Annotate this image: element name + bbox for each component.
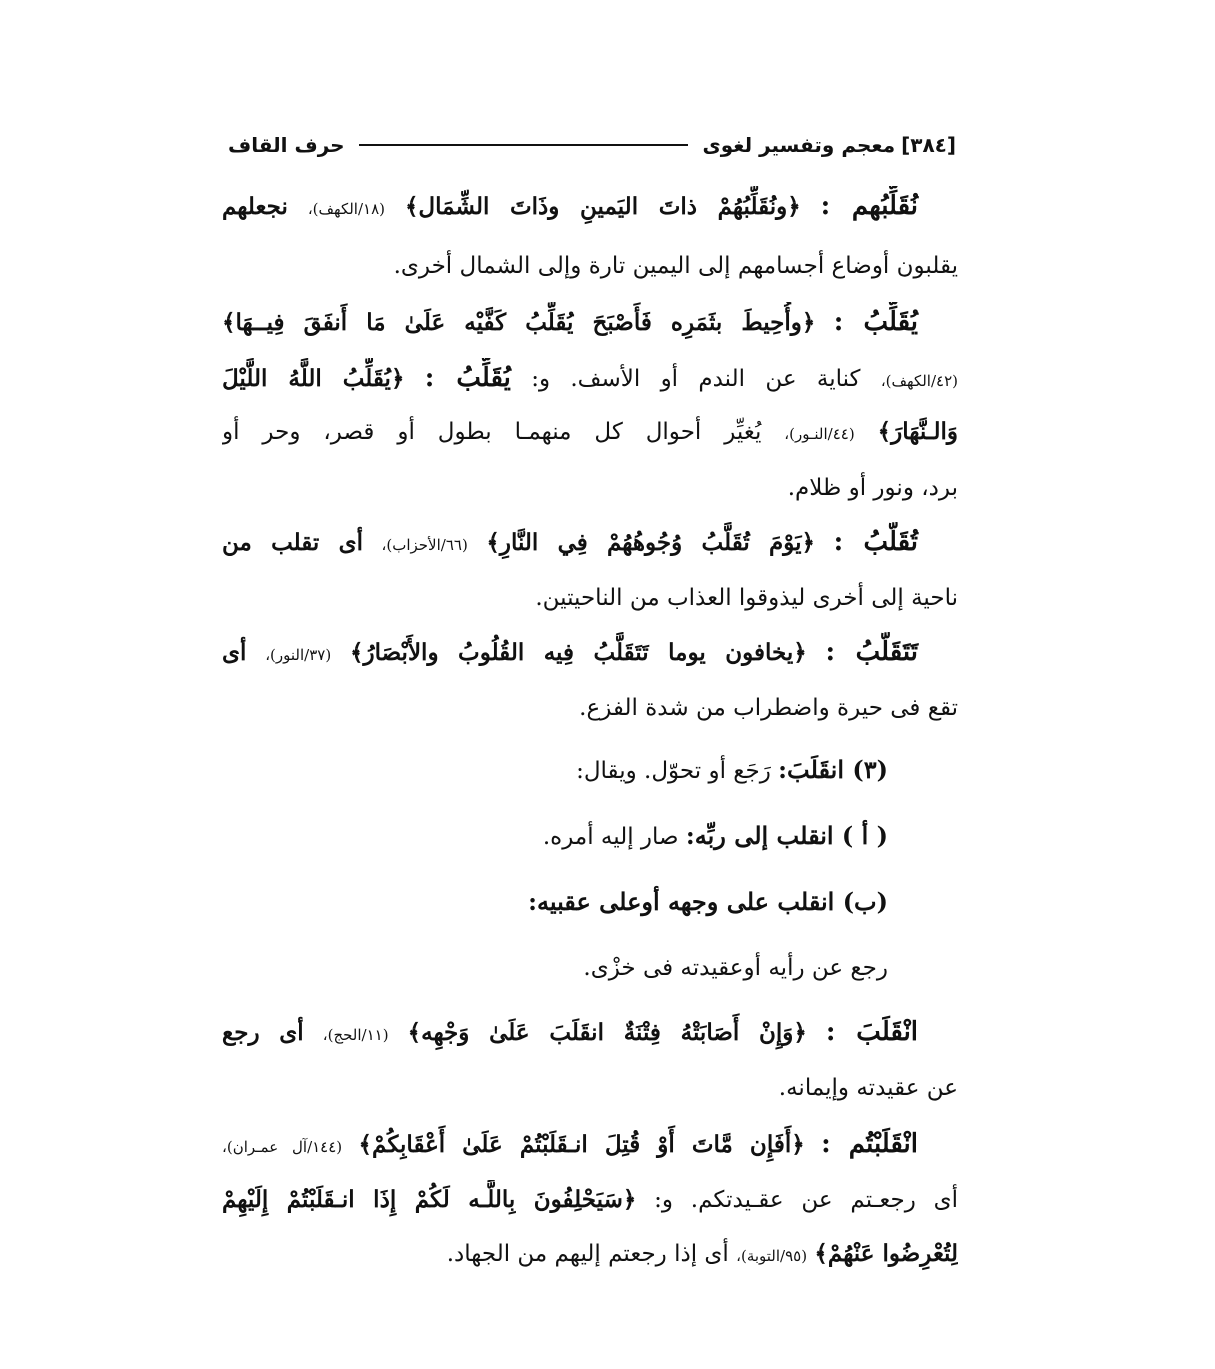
text-line xyxy=(222,1124,958,1164)
quran-quote: ﴿سَيَحْلِفُونَ بِاللَّـه لَكُمْ إِذَا انـقَلَبْتُمْ إِلَيْهِمْ xyxy=(222,1186,637,1213)
line-text: أى xyxy=(222,639,247,666)
section-title: حرف القاف xyxy=(228,133,345,157)
text-line xyxy=(222,186,958,226)
line-text: عن عقيدته وإيمانه. xyxy=(778,1075,958,1101)
page-number: [٣٨٤] xyxy=(901,133,956,157)
line-text: أى إذا رجعتم إليهم من الجهاد. xyxy=(446,1241,729,1267)
line-text: صار إليه أمره. xyxy=(542,824,679,850)
text-line xyxy=(222,358,958,398)
quran-quote: ﴿وأُحِيطَ بثَمَرِه فَأَصْبَحَ يُقَلِّبُ كَفَّيْه عَلَىٰ مَا أَنفَقَ فِيــهَا﴾ xyxy=(222,309,816,336)
subheading: ( أ ) انقلب إلى ربِّه: xyxy=(685,821,888,850)
line-text: رَجَع أو تحوّل. ويقال: xyxy=(576,758,771,784)
subheading: (ب) انقلب على وجهه أوعلى عقبيه: xyxy=(528,887,888,916)
quran-quote: ﴿يَوْمَ تُقَلَّبُ وُجُوهُهُمْ فِي النَّارِ﴾ xyxy=(486,529,815,556)
entry-word: يُقَلِّبُ : xyxy=(833,307,918,337)
quran-quote: ﴿ونُقَلِّبُهُمْ ذاتَ اليَمينِ وذَاتَ الشِّمَال﴾ xyxy=(404,193,801,220)
verse-reference: (١٨/الكهف)، xyxy=(307,200,386,218)
line-text: أى رجع xyxy=(222,1019,304,1046)
quran-quote: ﴿أَفَإِن مَّاتَ أَوْ قُتِلَ انـقَلَبْتُمْ عَلَىٰ أَعْقَابِكُمْ﴾ xyxy=(358,1131,805,1158)
text-line xyxy=(222,246,958,286)
verse-reference: (٩٥/التوبة)، xyxy=(736,1247,808,1265)
entry-word: نُقَلِّبُهم : xyxy=(820,191,919,221)
entry-word: انْقَلَبْتُم : xyxy=(821,1129,919,1159)
text-line xyxy=(222,302,958,342)
text-line xyxy=(222,632,958,672)
verse-reference: (١٤٤/آل عمـران)، xyxy=(222,1138,343,1156)
line-text: برد، ونور أو ظلام. xyxy=(787,475,958,501)
text-line xyxy=(222,750,958,790)
line-text: أى تقلب من xyxy=(222,529,363,556)
quran-quote: ﴿وَإِنْ أَصَابَتْهُ فِتْنَةٌ انقَلَبَ عَلَىٰ وَجْهِه﴾ xyxy=(407,1019,807,1046)
entry-word: تُقَلَّبُ : xyxy=(833,527,918,557)
text-line xyxy=(222,412,958,452)
line-text: يقلبون أوضاع أجسامهم إلى اليمين تارة وإلى الشمال أخرى. xyxy=(393,253,958,279)
quran-quote: ﴿يخافون يوما تَتَقَلَّبُ فِيه القُلُوبُ والأَبْصَارُ﴾ xyxy=(350,639,807,666)
quran-quote: ﴿يُقَلِّبُ اللَّهُ اللَّيْلَ xyxy=(222,365,405,392)
text-line xyxy=(222,468,958,508)
verse-reference: (٤٢/الكهف)، xyxy=(880,372,958,390)
entry-word: تَتَقَلَّبُ : xyxy=(825,637,919,667)
quran-quote: وَالـنَّهَارَ﴾ xyxy=(877,418,958,445)
text-line xyxy=(222,688,958,728)
book-title: معجم وتفسير لغوى xyxy=(702,133,896,157)
verse-reference: (٤٤/النـور)، xyxy=(784,425,855,443)
text-line xyxy=(222,948,958,988)
line-text: أى رجعـتم عن عقـيدتكم. و: xyxy=(654,1187,958,1213)
line-text: رجع عن رأيه أوعقيدته فى خزْى. xyxy=(583,955,888,981)
running-header xyxy=(228,128,956,162)
entry-word: انْقَلَبَ : xyxy=(825,1017,919,1047)
text-line xyxy=(222,1234,958,1274)
line-text: تقع فى حيرة واضطراب من شدة الفزع. xyxy=(579,695,958,721)
header-rule xyxy=(359,144,689,146)
line-text: يُغيِّر أحوال كل منهمـا بطول أو قصر، وحر أو xyxy=(222,419,762,445)
text-line xyxy=(222,522,958,562)
text-line xyxy=(222,578,958,618)
text-line xyxy=(222,1180,958,1220)
text-line xyxy=(222,816,958,856)
text-line xyxy=(222,1012,958,1052)
quran-quote: لِتُعْرِضُوا عَنْهُمْ﴾ xyxy=(814,1240,958,1267)
line-text: نجعلهم xyxy=(222,193,288,220)
text-line xyxy=(222,882,958,922)
text-line xyxy=(222,1068,958,1108)
subheading: (٣) انقَلَبَ: xyxy=(778,755,888,784)
verse-reference: (٦٦/الأحزاب)، xyxy=(381,536,468,554)
line-text: ناحية إلى أخرى ليذوقوا العذاب من الناحيتين. xyxy=(535,585,958,611)
entry-word: يُقَلِّبُ : xyxy=(424,363,511,393)
verse-reference: (٣٧/النور)، xyxy=(265,646,332,664)
verse-reference: (١١/الحج)، xyxy=(322,1026,389,1044)
line-text: كناية عن الندم أو الأسف. و: xyxy=(531,366,861,392)
